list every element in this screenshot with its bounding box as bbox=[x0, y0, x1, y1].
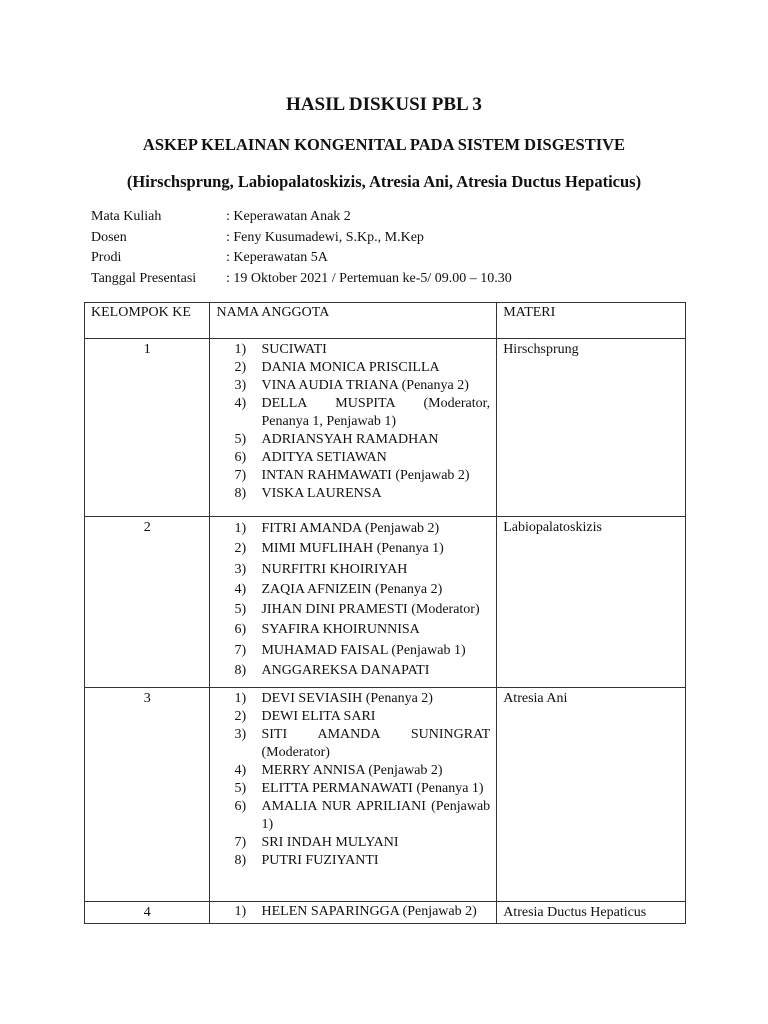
list-item bbox=[210, 690, 496, 708]
item-number: 5) bbox=[234, 432, 247, 447]
list-item bbox=[210, 341, 496, 359]
item-number: 8) bbox=[234, 853, 247, 868]
item-number: 4) bbox=[234, 396, 247, 411]
item-number: 6) bbox=[234, 622, 247, 638]
list-item bbox=[210, 708, 496, 726]
list-item bbox=[210, 395, 496, 431]
member-name: VISKA LAURENSA bbox=[261, 486, 382, 501]
item-number: 7) bbox=[234, 468, 247, 483]
info-value: : Feny Kusumadewi, S.Kp., M.Kep bbox=[226, 229, 424, 245]
member-name: DANIA MONICA PRISCILLA bbox=[261, 360, 440, 375]
list-item bbox=[210, 904, 496, 920]
item-number: 6) bbox=[234, 799, 247, 814]
group-number: 1 bbox=[85, 339, 210, 517]
header-members: NAMA ANGGOTA bbox=[210, 303, 497, 339]
list-item bbox=[210, 620, 496, 640]
table-row-group-2 bbox=[85, 517, 686, 688]
member-name: MIMI MUFLIHAH (Penanya 1) bbox=[261, 541, 444, 557]
members-cell bbox=[210, 688, 497, 902]
item-number: 7) bbox=[234, 835, 247, 850]
item-number: 5) bbox=[234, 602, 247, 618]
list-item bbox=[210, 762, 496, 780]
list-item bbox=[210, 726, 496, 762]
list-item bbox=[210, 641, 496, 661]
list-item bbox=[210, 431, 496, 449]
member-name: ANGGAREKSA DANAPATI bbox=[261, 663, 430, 679]
member-name: ZAQIA AFNIZEIN (Penanya 2) bbox=[261, 581, 443, 597]
item-number: 1) bbox=[234, 691, 247, 706]
info-row-program bbox=[91, 248, 512, 269]
member-name: MERRY ANNISA (Penjawab 2) bbox=[261, 763, 443, 778]
groups-table bbox=[84, 302, 686, 924]
item-number: 3) bbox=[234, 727, 247, 742]
list-item bbox=[210, 661, 496, 681]
topics-line: (Hirschsprung, Labiopalatoskizis, Atresia Ani, Atresia Ductus Hepaticus) bbox=[126, 172, 642, 191]
info-label: Mata Kuliah bbox=[91, 209, 162, 224]
item-number: 8) bbox=[234, 486, 247, 501]
info-row-course bbox=[91, 207, 512, 228]
document-subtitle: ASKEP KELAINAN KONGENITAL PADA SISTEM DISGESTIVE bbox=[142, 135, 626, 154]
member-name: ELITTA PERMANAWATI (Penanya 1) bbox=[261, 781, 484, 796]
members-cell bbox=[210, 339, 497, 517]
list-item bbox=[210, 485, 496, 503]
topic-cell: Atresia Ductus Hepaticus bbox=[497, 902, 686, 924]
members-list bbox=[210, 339, 496, 503]
member-name: NURFITRI KHOIRIYAH bbox=[261, 561, 408, 577]
item-number: 3) bbox=[234, 378, 247, 393]
list-item bbox=[210, 780, 496, 798]
member-name: SITI AMANDA SUNINGRAT (Moderator) bbox=[261, 727, 491, 760]
header-topic: MATERI bbox=[497, 303, 686, 339]
info-value: : Keperawatan Anak 2 bbox=[226, 209, 351, 224]
item-number: 4) bbox=[234, 581, 247, 597]
members-list bbox=[210, 517, 496, 681]
list-item bbox=[210, 449, 496, 467]
item-number: 7) bbox=[234, 642, 247, 658]
member-name: INTAN RAHMAWATI (Penjawab 2) bbox=[261, 468, 470, 483]
member-name: SUCIWATI bbox=[261, 342, 327, 357]
member-name: ADITYA SETIAWAN bbox=[261, 450, 387, 465]
info-row-date bbox=[91, 269, 512, 290]
info-value: : 19 Oktober 2021 / Pertemuan ke-5/ 09.00 – 10.30 bbox=[226, 270, 512, 286]
member-name: DELLA MUSPITA (Moderator, Penanya 1, Penjawab 1) bbox=[261, 396, 491, 429]
header-group: KELOMPOK KE bbox=[85, 303, 210, 339]
member-name: FITRI AMANDA (Penjawab 2) bbox=[261, 521, 440, 536]
member-name: SRI INDAH MULYANI bbox=[261, 835, 399, 850]
table-row-group-3 bbox=[85, 688, 686, 902]
members-cell bbox=[210, 902, 497, 924]
item-number: 2) bbox=[234, 709, 247, 724]
list-item bbox=[210, 467, 496, 485]
item-number: 6) bbox=[234, 450, 247, 465]
member-name: DEWI ELITA SARI bbox=[261, 709, 376, 724]
group-number: 4 bbox=[85, 902, 210, 924]
list-item bbox=[210, 580, 496, 600]
list-item bbox=[210, 519, 496, 539]
info-row-lecturer bbox=[91, 228, 512, 249]
list-item bbox=[210, 600, 496, 620]
list-item bbox=[210, 377, 496, 395]
member-name: DEVI SEVIASIH (Penanya 2) bbox=[261, 691, 433, 706]
members-cell bbox=[210, 517, 497, 688]
item-number: 1) bbox=[234, 342, 247, 357]
item-number: 5) bbox=[234, 781, 247, 796]
member-name: SYAFIRA KHOIRUNNISA bbox=[261, 622, 420, 638]
topic-cell: Atresia Ani bbox=[497, 688, 686, 902]
members-list bbox=[210, 688, 496, 870]
course-info bbox=[91, 207, 512, 289]
group-number: 3 bbox=[85, 688, 210, 902]
list-item bbox=[210, 798, 496, 834]
info-label: Tanggal Presentasi bbox=[91, 270, 197, 286]
group-number: 2 bbox=[85, 517, 210, 688]
member-name: PUTRI FUZIYANTI bbox=[261, 853, 379, 868]
item-number: 8) bbox=[234, 663, 247, 679]
table-row-group-1 bbox=[85, 339, 686, 517]
list-item bbox=[210, 359, 496, 377]
member-name: VINA AUDIA TRIANA (Penanya 2) bbox=[261, 378, 469, 393]
item-number: 2) bbox=[234, 360, 247, 375]
member-name: HELEN SAPARINGGA (Penjawab 2) bbox=[261, 904, 477, 919]
item-number: 1) bbox=[234, 904, 247, 919]
list-item bbox=[210, 834, 496, 852]
info-label: Dosen bbox=[91, 229, 127, 245]
info-value: : Keperawatan 5A bbox=[226, 250, 328, 265]
list-item bbox=[210, 852, 496, 870]
table-header-row bbox=[85, 303, 686, 339]
member-name: JIHAN DINI PRAMESTI (Moderator) bbox=[261, 602, 480, 618]
item-number: 1) bbox=[234, 521, 247, 536]
document-title: HASIL DISKUSI PBL 3 bbox=[286, 94, 482, 115]
item-number: 4) bbox=[234, 763, 247, 778]
table-row-group-4 bbox=[85, 902, 686, 924]
member-name: ADRIANSYAH RAMADHAN bbox=[261, 432, 439, 447]
topic-cell: Hirschsprung bbox=[497, 339, 686, 517]
info-label: Prodi bbox=[91, 250, 122, 265]
members-list bbox=[210, 902, 496, 920]
member-name: AMALIA NUR APRILIANI (Penjawab 1) bbox=[261, 799, 491, 832]
item-number: 2) bbox=[234, 541, 247, 557]
topic-cell: Labiopalatoskizis bbox=[497, 517, 686, 688]
item-number: 3) bbox=[234, 561, 247, 577]
list-item bbox=[210, 539, 496, 559]
member-name: MUHAMAD FAISAL (Penjawab 1) bbox=[261, 642, 466, 658]
list-item bbox=[210, 560, 496, 580]
